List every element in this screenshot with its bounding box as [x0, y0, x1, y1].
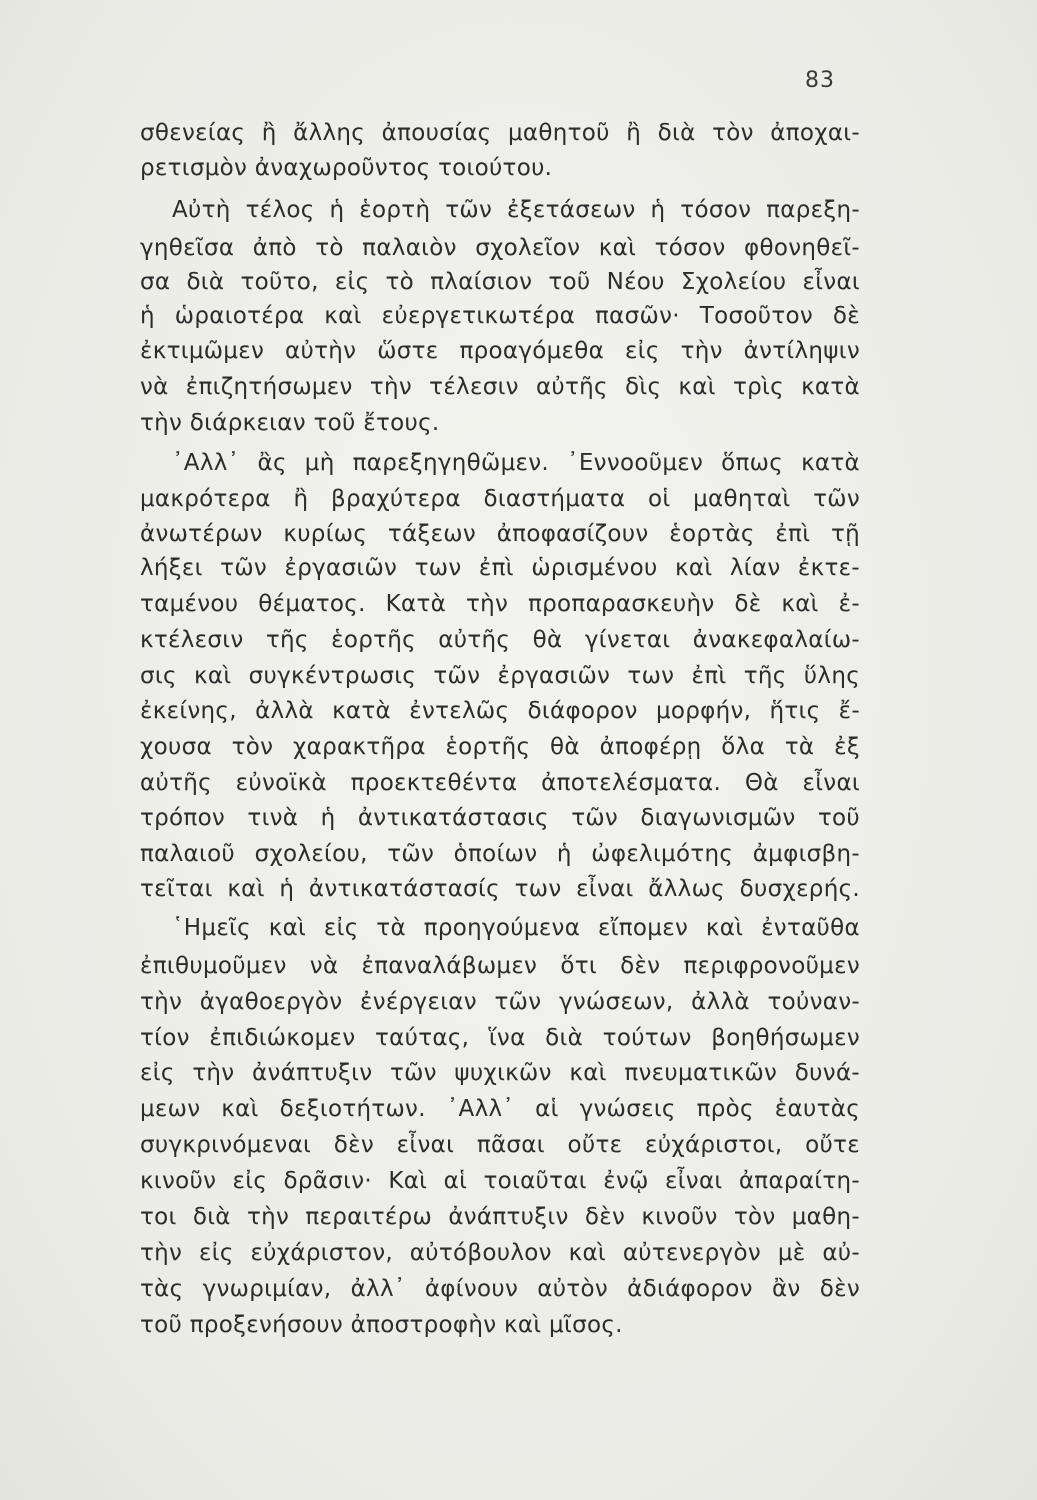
text-line: τὴν εἰς εὐχάριστον, αὐτόβουλον καὶ αὐτενεργὸν μὲ αὐ-	[140, 1240, 860, 1266]
text-line: ρετισμὸν ἀναχωροῦντος τοιούτου.	[140, 155, 553, 181]
text-line: μεων καὶ δεξιοτήτων. ᾿Αλλ᾿ αἱ γνώσεις πρὸς ἑαυτὰς	[140, 1096, 860, 1122]
text-line: κτέλεσιν τῆς ἑορτῆς αὐτῆς θὰ γίνεται ἀνακεφαλαίω-	[140, 627, 860, 653]
text-line: ταμένου θέματος. Κατὰ τὴν προπαρασκευὴν δὲ καὶ ἐ-	[140, 591, 860, 617]
text-line: μακρότερα ἢ βραχύτερα διαστήματα οἱ μαθηταὶ τῶν	[140, 486, 860, 512]
text-line: τοῦ προξενήσουν ἀποστροφὴν καὶ μῖσος.	[140, 1312, 623, 1338]
text-line: τρόπον τινὰ ἡ ἀντικατάστασις τῶν διαγωνισμῶν τοῦ	[140, 805, 860, 831]
text-line: χουσα τὸν χαρακτῆρα ἑορτῆς θὰ ἀποφέρῃ ὅλα τὰ ἐξ	[140, 734, 860, 760]
text-line: τοι διὰ τὴν περαιτέρω ἀνάπτυξιν δὲν κινοῦν τὸν μαθη-	[140, 1204, 860, 1230]
text-line: ἐκτιμῶμεν αὐτὴν ὥστε προαγόμεθα εἰς τὴν ἀντίληψιν	[140, 338, 860, 364]
text-line: τὴν διάρκειαν τοῦ ἔτους.	[140, 410, 440, 436]
text-line: Αὐτὴ τέλος ἡ ἑορτὴ τῶν ἐξετάσεων ἡ τόσον παρεξη-	[172, 197, 860, 223]
text-line: συγκρινόμεναι δὲν εἶναι πᾶσαι οὔτε εὐχάριστοι, οὔτε	[140, 1132, 860, 1158]
text-line: νὰ ἐπιζητήσωμεν τὴν τέλεσιν αὐτῆς δὶς καὶ τρὶς κατὰ	[140, 374, 860, 400]
text-line: αὐτῆς εὐνοϊκὰ προεκτεθέντα ἀποτελέσματα. Θὰ εἶναι	[140, 770, 860, 796]
text-line: ῾Ημεῖς καὶ εἰς τὰ προηγούμενα εἴπομεν καὶ ἐνταῦθα	[172, 915, 860, 941]
text-line: τίον ἐπιδιώκομεν ταύτας, ἵνα διὰ τούτων βοηθήσωμεν	[140, 1025, 860, 1051]
text-line: παλαιοῦ σχολείου, τῶν ὁποίων ἡ ὠφελιμότης ἀμφισβη-	[140, 841, 860, 867]
text-line: σα διὰ τοῦτο, εἰς τὸ πλαίσιον τοῦ Νέου Σχολείου εἶναι	[140, 269, 860, 295]
page-number: 83	[805, 68, 835, 93]
text-line: τὰς γνωριμίαν, ἀλλ᾿ ἀφίνουν αὐτὸν ἀδιάφορον ἂν δὲν	[140, 1276, 860, 1302]
text-line: ἐπιθυμοῦμεν νὰ ἐπαναλάβωμεν ὅτι δὲν περιφρονοῦμεν	[140, 953, 860, 979]
text-line: τεῖται καὶ ἡ ἀντικατάστασίς των εἶναι ἄλλως δυσχερής.	[140, 876, 860, 902]
text-line: ᾿Αλλ᾿ ἂς μὴ παρεξηγηθῶμεν. ᾿Εννοοῦμεν ὅπως κατὰ	[172, 450, 860, 476]
text-line: ἐκείνης, ἀλλὰ κατὰ ἐντελῶς διάφορον μορφήν, ἥτις ἔ-	[140, 698, 860, 724]
text-line: λήξει τῶν ἐργασιῶν των ἐπὶ ὡρισμένου καὶ λίαν ἐκτε-	[140, 555, 860, 581]
text-line: ἡ ὡραιοτέρα καὶ εὐεργετικωτέρα πασῶν· Τοσοῦτον δὲ	[140, 303, 860, 329]
text-line: γηθεῖσα ἀπὸ τὸ παλαιὸν σχολεῖον καὶ τόσον φθονηθεῖ-	[140, 235, 860, 261]
text-line: σθενείας ἢ ἄλλης ἀπουσίας μαθητοῦ ἢ διὰ τὸν ἀποχαι-	[140, 120, 860, 146]
text-line: ἀνωτέρων κυρίως τάξεων ἀποφασίζουν ἑορτὰς ἐπὶ τῇ	[140, 521, 860, 547]
text-line: σις καὶ συγκέντρωσις τῶν ἐργασιῶν των ἐπὶ τῆς ὕλης	[140, 663, 860, 689]
text-line: τὴν ἀγαθοεργὸν ἐνέργειαν τῶν γνώσεων, ἀλλὰ τοὐναν-	[140, 989, 860, 1015]
text-line: κινοῦν εἰς δρᾶσιν· Καὶ αἱ τοιαῦται ἐνῷ εἶναι ἀπαραίτη-	[140, 1168, 860, 1194]
text-line: εἰς τὴν ἀνάπτυξιν τῶν ψυχικῶν καὶ πνευματικῶν δυνά-	[140, 1060, 860, 1086]
